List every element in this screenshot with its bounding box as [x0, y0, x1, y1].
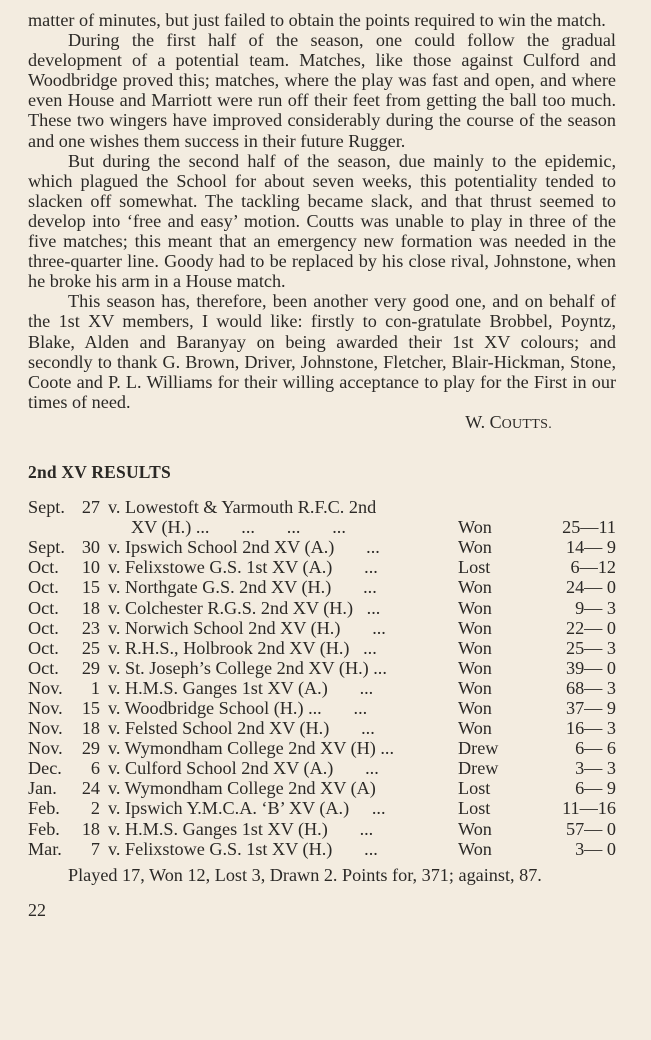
- result-row: [28, 758, 616, 778]
- result-opponent: [108, 718, 458, 738]
- result-month: Oct.: [28, 637, 59, 658]
- result-day: 27: [81, 497, 100, 518]
- result-score: 3— 0: [575, 838, 616, 859]
- opponent-name: v. Ipswich School 2nd XV (A.) ...: [108, 537, 380, 558]
- result-day: 10: [81, 557, 100, 578]
- result-outcome: Won: [458, 698, 492, 718]
- result-day: 15: [81, 698, 100, 718]
- opponent-name: v. H.M.S. Ganges 1st XV (H.) ...: [108, 818, 374, 839]
- result-opponent: [108, 819, 458, 839]
- result-outcome: Won: [458, 838, 492, 859]
- result-score: 25—11: [562, 517, 616, 538]
- opponent-name: v. Felsted School 2nd XV (H.) ...: [108, 718, 375, 739]
- result-opponent: [108, 738, 458, 758]
- signature-initial: W. C: [465, 411, 502, 432]
- result-opponent: [108, 658, 458, 678]
- result-outcome: Won: [458, 517, 492, 538]
- result-month: Sept.: [28, 497, 65, 518]
- opponent-name: v. Culford School 2nd XV (A.) ...: [108, 758, 379, 779]
- result-score: 14— 9: [565, 537, 616, 558]
- result-day: 25: [81, 637, 100, 658]
- result-row: [28, 819, 616, 839]
- result-outcome: Drew: [458, 738, 499, 759]
- result-month: Oct.: [28, 657, 59, 678]
- result-row: [28, 537, 616, 557]
- result-outcome: Lost: [458, 778, 491, 799]
- opponent-name: v. H.M.S. Ganges 1st XV (A.) ...: [108, 677, 374, 698]
- result-score: 22— 0: [565, 617, 616, 638]
- result-row: [28, 718, 616, 738]
- result-score: 57— 0: [565, 818, 616, 839]
- signature: [28, 412, 616, 435]
- document-page: [28, 0, 616, 920]
- result-month: Feb.: [28, 818, 60, 839]
- opponent-name: v. R.H.S., Holbrook 2nd XV (H.) ...: [108, 637, 377, 658]
- result-opponent: [108, 577, 458, 597]
- page-number: 22: [28, 899, 46, 920]
- result-outcome: Won: [458, 718, 492, 739]
- result-month: Sept.: [28, 537, 65, 558]
- season-summary: Played 17, Won 12, Lost 3, Drawn 2. Points for, 371; against, 87.: [68, 864, 542, 885]
- result-opponent: [108, 839, 458, 859]
- result-month: Oct.: [28, 557, 59, 578]
- result-row: [28, 738, 616, 758]
- paragraph: But during the second half of the season, due mainly to the epidemic, which plagued the School for about seven weeks, this potentiality tended to slacken off somewhat. The tackling became slack, and that thrust seemed to develop into ‘free and easy’ motion. Coutts was unable to play in three of the five matches; this meant that an emergency new formation was needed in the three-quarter line. Goody had to be replaced by his close rival, Johnstone, when he broke his arm in a House match.: [28, 150, 616, 292]
- result-score: 6— 9: [575, 778, 616, 799]
- opponent-name: v. Felixstowe G.S. 1st XV (H.) ...: [108, 838, 378, 859]
- result-score: 11—16: [562, 798, 616, 819]
- paragraph: This season has, therefore, been another very good one, and on behalf of the 1st XV members, I would like: firstly to con-gratulate Brobbel, Poyntz, Blake, Alden and Baranyay on being awarded their 1st XV colours; and secondly to thank G. Brown, Driver, Johnstone, Fletcher, Blair-Hickman, Stone, Coote and P. L. Williams for their willing acceptance to play for the First in our times of need.: [28, 291, 616, 412]
- opponent-name: v. Wymondham College 2nd XV (H) ...: [108, 738, 394, 759]
- result-month: Dec.: [28, 758, 62, 779]
- opponent-name-continued: XV (H.) ... ... ... ...: [131, 517, 346, 538]
- result-row: [28, 798, 616, 818]
- results-heading: 2nd XV RESULTS: [28, 461, 171, 482]
- result-day: 24: [81, 778, 100, 799]
- result-month: Nov.: [28, 677, 63, 698]
- paragraph: matter of minutes, but just failed to obtain the points required to win the match.: [28, 10, 606, 30]
- result-outcome: Won: [458, 537, 492, 558]
- result-day: 18: [81, 818, 100, 839]
- result-score: 6—12: [570, 557, 616, 578]
- result-day: 2: [90, 798, 100, 819]
- result-row: [28, 658, 616, 678]
- opponent-name: v. Norwich School 2nd XV (H.) ...: [108, 617, 386, 638]
- result-month: Nov.: [28, 738, 63, 759]
- result-outcome: Won: [458, 657, 492, 678]
- result-day: 6: [90, 758, 100, 779]
- result-row: [28, 497, 616, 537]
- result-opponent: [108, 598, 458, 618]
- result-score: 68— 3: [565, 677, 616, 698]
- result-row: [28, 839, 616, 859]
- result-row: [28, 618, 616, 638]
- result-day: 1: [90, 677, 100, 698]
- result-day: 7: [90, 838, 100, 859]
- result-score: 25— 3: [565, 637, 616, 658]
- result-day: 23: [81, 617, 100, 638]
- result-score: 9— 3: [575, 597, 616, 618]
- signature-rest: OUTTS.: [501, 416, 552, 432]
- opponent-name: v. Woodbridge School (H.) ... ...: [108, 698, 368, 718]
- result-month: Mar.: [28, 838, 62, 859]
- result-day: 18: [81, 718, 100, 739]
- result-month: Oct.: [28, 597, 59, 618]
- result-day: 29: [81, 738, 100, 759]
- result-score: 24— 0: [565, 577, 616, 598]
- opponent-name: v. Ipswich Y.M.C.A. ‘B’ XV (A.) ...: [108, 798, 386, 819]
- result-opponent: [108, 678, 458, 698]
- opponent-name: v. Colchester R.G.S. 2nd XV (H.) ...: [108, 597, 381, 618]
- result-outcome: Drew: [458, 758, 499, 779]
- result-day: 15: [81, 577, 100, 598]
- result-outcome: Won: [458, 617, 492, 638]
- result-month: Jan.: [28, 778, 57, 799]
- result-score: 3— 3: [575, 758, 616, 779]
- result-month: Nov.: [28, 698, 63, 718]
- result-opponent: [108, 778, 458, 798]
- result-month: Oct.: [28, 617, 59, 638]
- result-day: 29: [81, 657, 100, 678]
- result-outcome: Lost: [458, 798, 491, 819]
- result-opponent: [108, 537, 458, 557]
- result-day: 30: [81, 537, 100, 558]
- result-opponent: [108, 557, 458, 577]
- result-row: [28, 678, 616, 698]
- result-month: Oct.: [28, 577, 59, 598]
- result-month: Nov.: [28, 718, 63, 739]
- result-score: 37— 9: [565, 698, 616, 718]
- result-row: [28, 557, 616, 577]
- result-row: [28, 577, 616, 597]
- opponent-name: v. Northgate G.S. 2nd XV (H.) ...: [108, 577, 377, 598]
- result-outcome: Won: [458, 597, 492, 618]
- results-table: [28, 497, 616, 859]
- result-row: [28, 698, 616, 718]
- opponent-name: v. St. Joseph’s College 2nd XV (H.) ...: [108, 657, 387, 678]
- result-row: [28, 778, 616, 798]
- result-outcome: Won: [458, 577, 492, 598]
- result-opponent: [108, 758, 458, 778]
- result-opponent: [108, 798, 458, 818]
- result-score: 6— 6: [575, 738, 616, 759]
- result-row: [28, 598, 616, 618]
- opponent-name: v. Felixstowe G.S. 1st XV (A.) ...: [108, 557, 378, 578]
- result-opponent: [108, 497, 458, 537]
- result-month: Feb.: [28, 798, 60, 819]
- result-outcome: Lost: [458, 557, 491, 578]
- result-opponent: [108, 618, 458, 638]
- result-opponent: [108, 698, 458, 718]
- result-score: 16— 3: [565, 718, 616, 739]
- result-row: [28, 638, 616, 658]
- result-score: 39— 0: [565, 657, 616, 678]
- opponent-name: v. Wymondham College 2nd XV (A): [108, 778, 376, 799]
- result-outcome: Won: [458, 818, 492, 839]
- paragraph: During the first half of the season, one could follow the gradual development of a potential team. Matches, like those against Culford and Woodbridge proved this; matches, where the play was fast and open, and where even House and Marriott were run off their feet from getting the ball too much. These two wingers have improved considerably during the course of the season and one wishes them success in their future Rugger.: [28, 30, 616, 151]
- result-day: 18: [81, 597, 100, 618]
- opponent-name: v. Lowestoft & Yarmouth R.F.C. 2nd: [108, 497, 377, 518]
- result-opponent: [108, 638, 458, 658]
- result-outcome: Won: [458, 677, 492, 698]
- result-outcome: Won: [458, 637, 492, 658]
